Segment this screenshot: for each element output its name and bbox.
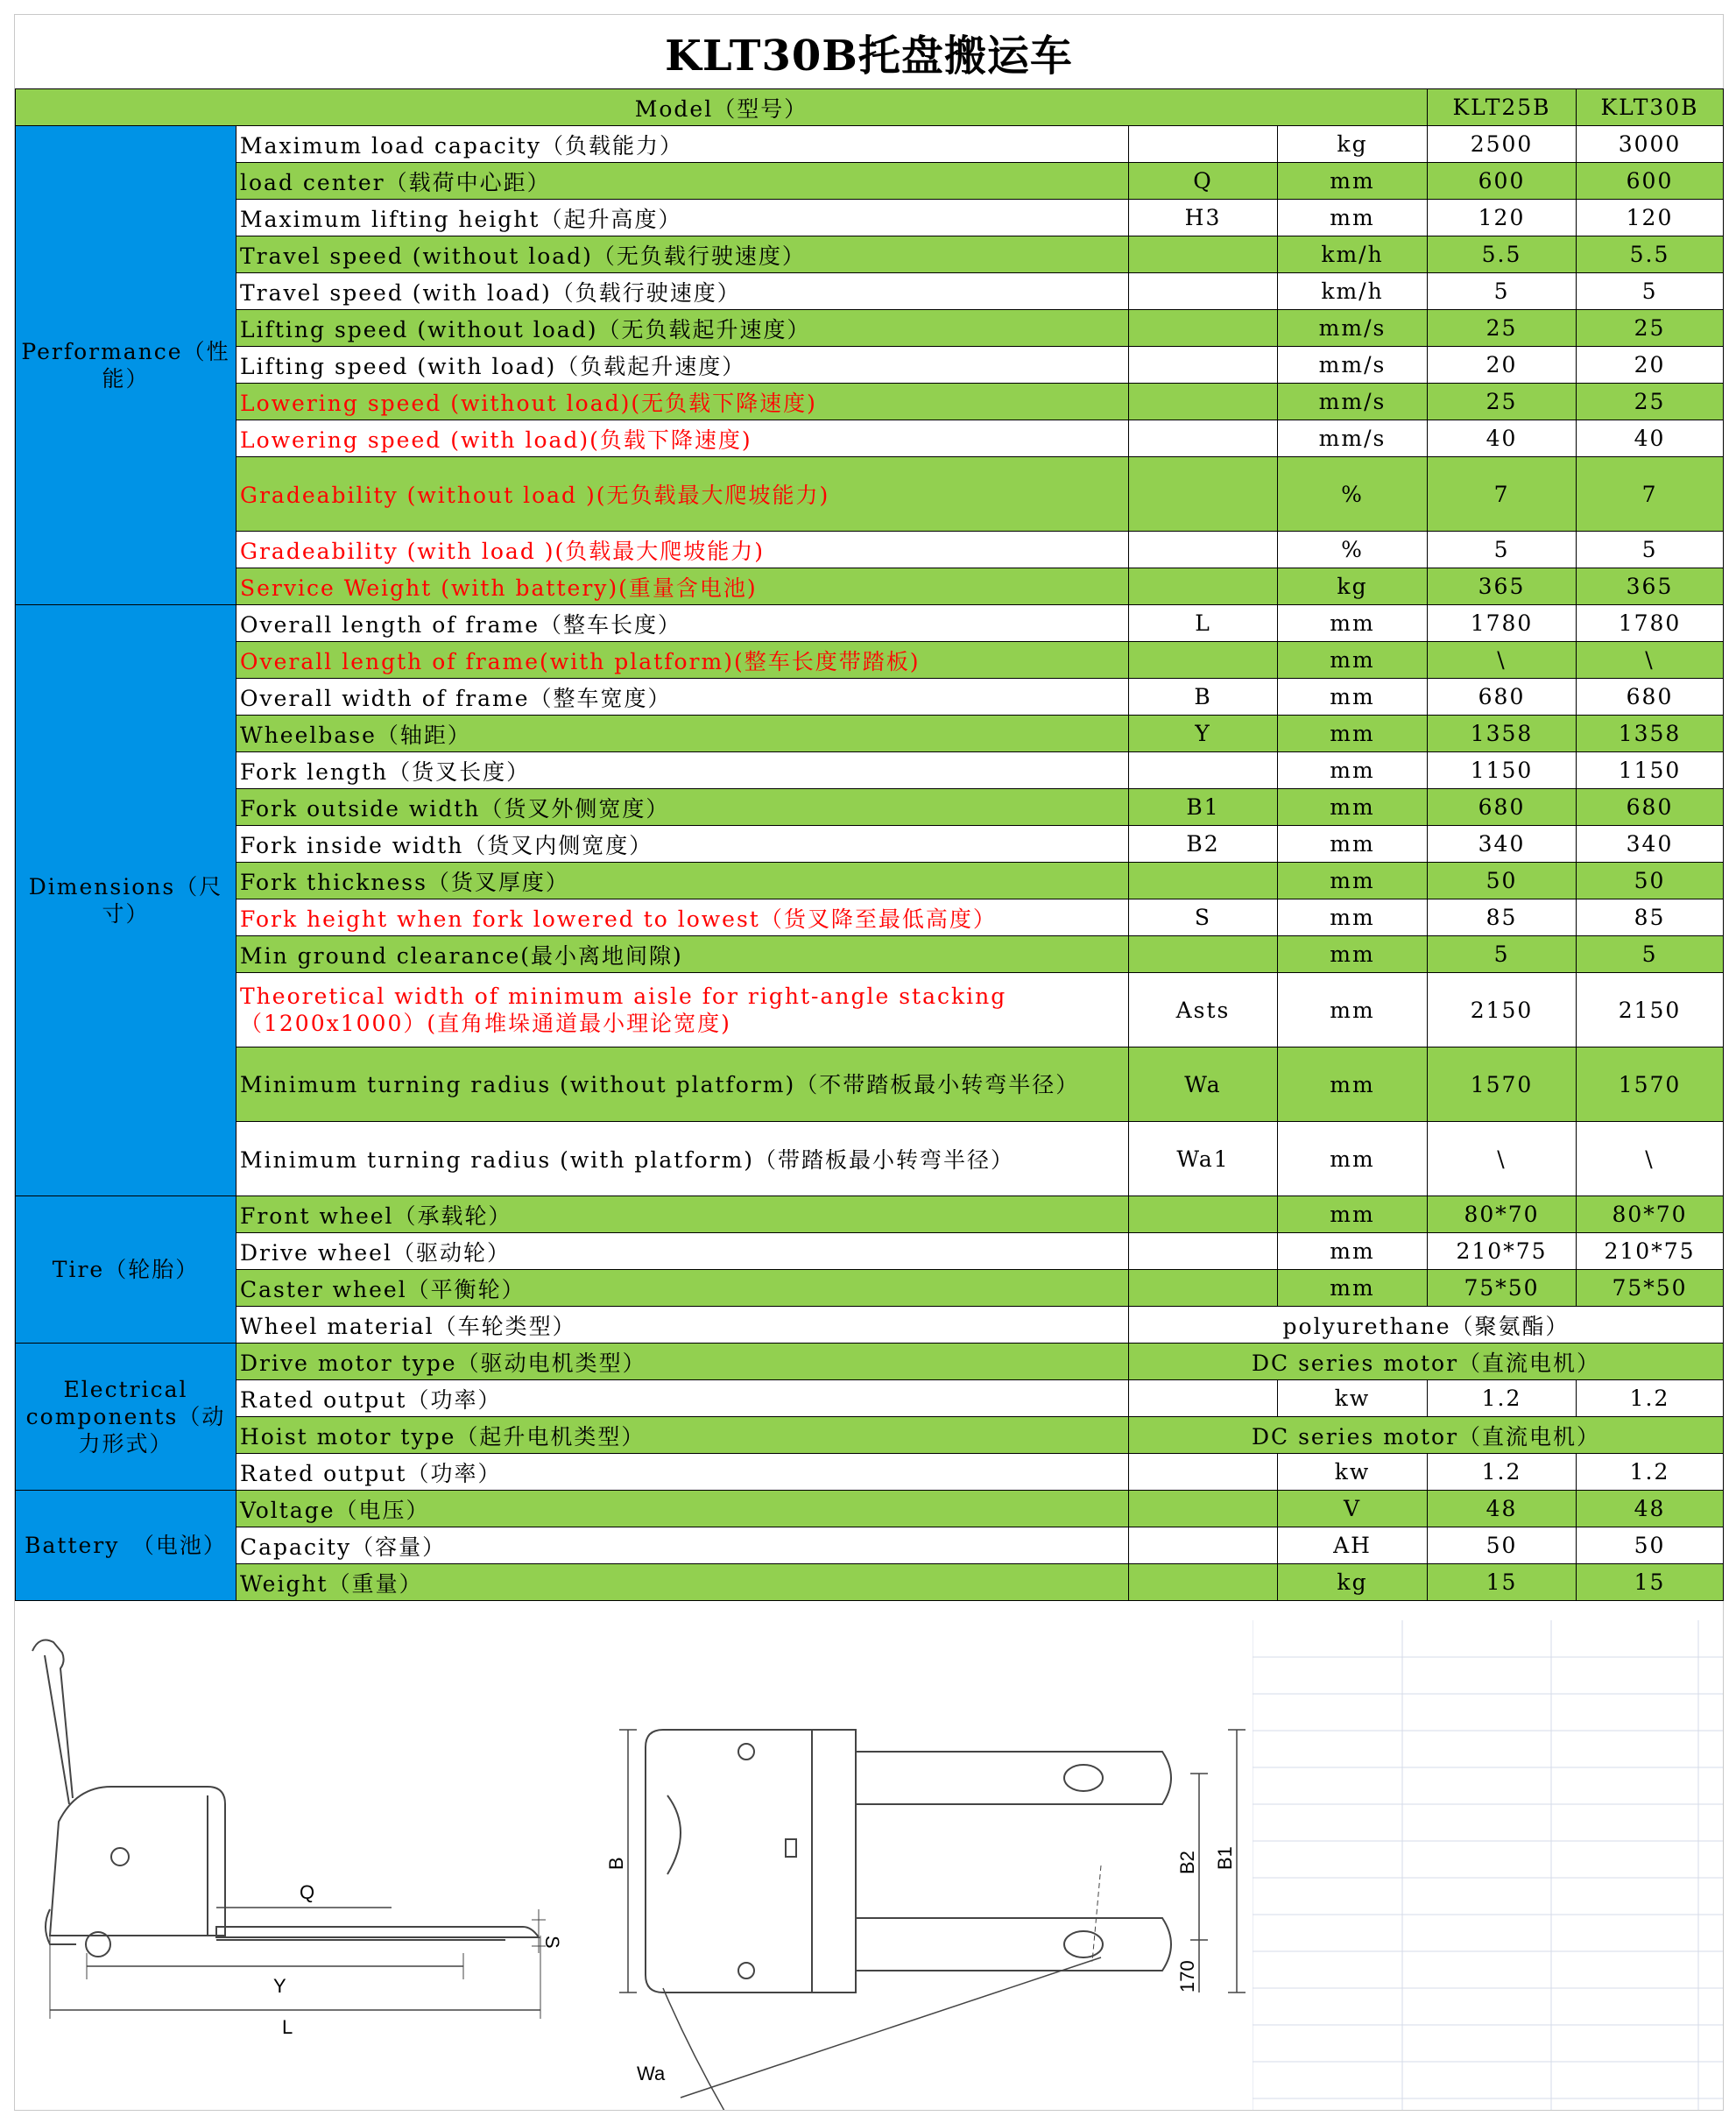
- value-klt30b: 7: [1577, 457, 1724, 532]
- value-klt25b: \: [1428, 642, 1577, 679]
- param-unit: mm: [1278, 716, 1428, 752]
- value-klt30b: 600: [1577, 163, 1724, 200]
- param-unit: mm/s: [1278, 420, 1428, 457]
- value-klt30b: 1.2: [1577, 1380, 1724, 1417]
- table-row: [16, 642, 1724, 679]
- value-klt30b: 25: [1577, 384, 1724, 420]
- param-name: Fork length（货叉长度）: [236, 752, 1129, 789]
- model-col-klt25b: KLT25B: [1428, 89, 1577, 126]
- value-klt25b: 75*50: [1428, 1270, 1577, 1307]
- table-row: [16, 936, 1724, 973]
- param-unit: mm: [1278, 1122, 1428, 1196]
- value-klt30b: 48: [1577, 1491, 1724, 1527]
- value-klt30b: 5: [1577, 936, 1724, 973]
- param-unit: mm: [1278, 789, 1428, 826]
- table-row: [16, 973, 1724, 1047]
- param-name: Overall width of frame（整车宽度）: [236, 679, 1129, 716]
- param-symbol: [1129, 863, 1278, 899]
- param-unit: mm/s: [1278, 310, 1428, 347]
- value-klt30b: 80*70: [1577, 1196, 1724, 1233]
- param-symbol: [1129, 642, 1278, 679]
- param-unit: mm: [1278, 936, 1428, 973]
- table-row: [16, 605, 1724, 642]
- param-name: Lifting speed (without load)（无负载起升速度）: [236, 310, 1129, 347]
- spec-sheet: [14, 14, 1724, 2111]
- table-row: [16, 1380, 1724, 1417]
- param-unit: mm/s: [1278, 347, 1428, 384]
- value-klt30b: 75*50: [1577, 1270, 1724, 1307]
- value-klt30b: 40: [1577, 420, 1724, 457]
- merged-value: DC series motor（直流电机）: [1129, 1417, 1724, 1454]
- param-name: Drive wheel（驱动轮）: [236, 1233, 1129, 1270]
- param-symbol: Asts: [1129, 973, 1278, 1047]
- param-symbol: [1129, 236, 1278, 273]
- page-title: KLT30B托盘搬运车: [665, 31, 1073, 81]
- param-symbol: [1129, 532, 1278, 568]
- param-name: Gradeability (with load )(负载最大爬坡能力): [236, 532, 1129, 568]
- param-unit: km/h: [1278, 236, 1428, 273]
- param-symbol: [1129, 384, 1278, 420]
- param-symbol: H3: [1129, 200, 1278, 236]
- value-klt25b: 85: [1428, 899, 1577, 936]
- param-symbol: [1129, 1196, 1278, 1233]
- section-performance: Performance（性能）: [16, 126, 236, 605]
- param-unit: mm: [1278, 1233, 1428, 1270]
- value-klt30b: 50: [1577, 1527, 1724, 1564]
- param-symbol: L: [1129, 605, 1278, 642]
- table-row: [16, 1196, 1724, 1233]
- table-row: [16, 752, 1724, 789]
- param-unit: kw: [1278, 1454, 1428, 1491]
- param-symbol: [1129, 126, 1278, 163]
- param-unit: mm/s: [1278, 384, 1428, 420]
- param-symbol: [1129, 752, 1278, 789]
- param-name: Minimum turning radius (without platform)（不带踏板最小转弯半径）: [236, 1047, 1129, 1122]
- table-row: [16, 200, 1724, 236]
- value-klt25b: 340: [1428, 826, 1577, 863]
- param-symbol: [1129, 1527, 1278, 1564]
- value-klt25b: 40: [1428, 420, 1577, 457]
- table-row: [16, 457, 1724, 532]
- value-klt25b: 15: [1428, 1564, 1577, 1601]
- value-klt30b: 365: [1577, 568, 1724, 605]
- value-klt30b: 1570: [1577, 1047, 1724, 1122]
- param-name: Fork height when fork lowered to lowest（货叉降至最低高度）: [236, 899, 1129, 936]
- param-unit: mm: [1278, 1196, 1428, 1233]
- table-row: [16, 347, 1724, 384]
- param-symbol: [1129, 1564, 1278, 1601]
- param-symbol: [1129, 273, 1278, 310]
- table-row: [16, 310, 1724, 347]
- param-unit: mm: [1278, 163, 1428, 200]
- param-unit: mm: [1278, 752, 1428, 789]
- model-header: Model（型号）: [16, 89, 1428, 126]
- value-klt30b: 1.2: [1577, 1454, 1724, 1491]
- value-klt30b: 340: [1577, 826, 1724, 863]
- value-klt30b: 1358: [1577, 716, 1724, 752]
- table-row: [16, 1564, 1724, 1601]
- param-symbol: [1129, 310, 1278, 347]
- table-row: [16, 1047, 1724, 1122]
- param-name: Fork outside width（货叉外侧宽度）: [236, 789, 1129, 826]
- param-name: Theoretical width of minimum aisle for right-angle stacking（1200x1000）(直角堆垛通道最小理论宽度): [236, 973, 1129, 1047]
- table-row: [16, 420, 1724, 457]
- param-name: Overall length of frame（整车长度）: [236, 605, 1129, 642]
- dim-label-y: Y: [273, 1975, 286, 1997]
- value-klt30b: 5.5: [1577, 236, 1724, 273]
- value-klt30b: 25: [1577, 310, 1724, 347]
- value-klt30b: 680: [1577, 679, 1724, 716]
- value-klt25b: 5: [1428, 532, 1577, 568]
- param-name: Overall length of frame(with platform)(整车长度带踏板): [236, 642, 1129, 679]
- param-name: Caster wheel（平衡轮）: [236, 1270, 1129, 1307]
- param-symbol: [1129, 347, 1278, 384]
- value-klt25b: 5: [1428, 273, 1577, 310]
- value-klt25b: 1.2: [1428, 1454, 1577, 1491]
- param-unit: mm: [1278, 1270, 1428, 1307]
- param-symbol: B1: [1129, 789, 1278, 826]
- table-row: [16, 1270, 1724, 1307]
- value-klt30b: \: [1577, 642, 1724, 679]
- value-klt25b: 680: [1428, 789, 1577, 826]
- table-row: [16, 1344, 1724, 1380]
- dim-label-s: S: [541, 1936, 563, 1949]
- param-symbol: [1129, 936, 1278, 973]
- table-row: [16, 1527, 1724, 1564]
- value-klt25b: 1780: [1428, 605, 1577, 642]
- value-klt25b: 1358: [1428, 716, 1577, 752]
- value-klt25b: 50: [1428, 1527, 1577, 1564]
- section-tire: Tire（轮胎）: [16, 1196, 236, 1344]
- table-row: [16, 826, 1724, 863]
- value-klt30b: 1150: [1577, 752, 1724, 789]
- param-unit: mm: [1278, 200, 1428, 236]
- param-symbol: Wa: [1129, 1047, 1278, 1122]
- param-unit: mm: [1278, 863, 1428, 899]
- spec-table: [15, 88, 1724, 1601]
- dim-label-wa: Wa: [637, 2063, 666, 2084]
- param-name: Voltage（电压）: [236, 1491, 1129, 1527]
- param-unit: %: [1278, 457, 1428, 532]
- param-name: Wheel material（车轮类型）: [236, 1307, 1129, 1344]
- dim-label-q: Q: [300, 1881, 315, 1903]
- value-klt25b: 5: [1428, 936, 1577, 973]
- param-symbol: [1129, 1233, 1278, 1270]
- value-klt25b: 5.5: [1428, 236, 1577, 273]
- table-row: [16, 1233, 1724, 1270]
- table-row: [16, 1307, 1724, 1344]
- param-unit: mm: [1278, 679, 1428, 716]
- table-row: [16, 863, 1724, 899]
- value-klt25b: 2150: [1428, 973, 1577, 1047]
- param-name: Travel speed (without load)（无负载行驶速度）: [236, 236, 1129, 273]
- dim-label-170: 170: [1176, 1960, 1198, 1993]
- merged-value: polyurethane（聚氨酯）: [1129, 1307, 1724, 1344]
- param-unit: km/h: [1278, 273, 1428, 310]
- value-klt30b: 2150: [1577, 973, 1724, 1047]
- dim-label-b: B: [605, 1857, 627, 1870]
- value-klt25b: 50: [1428, 863, 1577, 899]
- value-klt25b: 365: [1428, 568, 1577, 605]
- table-row: [16, 568, 1724, 605]
- param-symbol: [1129, 1270, 1278, 1307]
- table-row: [16, 384, 1724, 420]
- value-klt30b: 50: [1577, 863, 1724, 899]
- table-row: [16, 273, 1724, 310]
- table-row: [16, 789, 1724, 826]
- param-unit: AH: [1278, 1527, 1428, 1564]
- table-row: [16, 1491, 1724, 1527]
- value-klt25b: 80*70: [1428, 1196, 1577, 1233]
- value-klt25b: 48: [1428, 1491, 1577, 1527]
- param-unit: mm: [1278, 1047, 1428, 1122]
- param-symbol: S: [1129, 899, 1278, 936]
- value-klt25b: 1.2: [1428, 1380, 1577, 1417]
- param-name: load center（载荷中心距）: [236, 163, 1129, 200]
- param-name: Gradeability (without load )(无负载最大爬坡能力): [236, 457, 1129, 532]
- value-klt30b: 85: [1577, 899, 1724, 936]
- param-symbol: B: [1129, 679, 1278, 716]
- param-name: Lowering speed (with load)(负载下降速度): [236, 420, 1129, 457]
- param-symbol: Y: [1129, 716, 1278, 752]
- value-klt25b: 25: [1428, 310, 1577, 347]
- param-symbol: [1129, 1454, 1278, 1491]
- value-klt30b: 15: [1577, 1564, 1724, 1601]
- param-name: Maximum lifting height（起升高度）: [236, 200, 1129, 236]
- param-symbol: [1129, 1380, 1278, 1417]
- table-row: [16, 1417, 1724, 1454]
- param-unit: mm: [1278, 973, 1428, 1047]
- pallet-truck-drawing: [15, 1620, 1723, 2110]
- param-unit: V: [1278, 1491, 1428, 1527]
- param-name: Wheelbase（轴距）: [236, 716, 1129, 752]
- param-symbol: B2: [1129, 826, 1278, 863]
- value-klt30b: 210*75: [1577, 1233, 1724, 1270]
- param-symbol: [1129, 568, 1278, 605]
- dim-label-b2: B2: [1176, 1851, 1198, 1874]
- table-row: [16, 163, 1724, 200]
- param-symbol: [1129, 420, 1278, 457]
- table-row: [16, 126, 1724, 163]
- param-unit: kg: [1278, 126, 1428, 163]
- param-unit: mm: [1278, 899, 1428, 936]
- value-klt25b: 25: [1428, 384, 1577, 420]
- param-name: Service Weight (with battery)(重量含电池): [236, 568, 1129, 605]
- value-klt25b: 7: [1428, 457, 1577, 532]
- param-unit: kg: [1278, 1564, 1428, 1601]
- param-name: Min ground clearance(最小离地间隙): [236, 936, 1129, 973]
- table-row: [16, 716, 1724, 752]
- value-klt25b: \: [1428, 1122, 1577, 1196]
- table-row: [16, 679, 1724, 716]
- section-battery: Battery （电池）: [16, 1491, 236, 1601]
- param-symbol: Wa1: [1129, 1122, 1278, 1196]
- param-name: Weight（重量）: [236, 1564, 1129, 1601]
- param-name: Front wheel（承载轮）: [236, 1196, 1129, 1233]
- param-name: Lifting speed (with load)（负载起升速度）: [236, 347, 1129, 384]
- param-unit: mm: [1278, 605, 1428, 642]
- value-klt25b: 680: [1428, 679, 1577, 716]
- table-row: [16, 899, 1724, 936]
- table-row: [16, 1122, 1724, 1196]
- param-name: Lowering speed (without load)(无负载下降速度): [236, 384, 1129, 420]
- value-klt30b: 3000: [1577, 126, 1724, 163]
- param-symbol: [1129, 457, 1278, 532]
- param-unit: mm: [1278, 642, 1428, 679]
- value-klt25b: 210*75: [1428, 1233, 1577, 1270]
- param-unit: mm: [1278, 826, 1428, 863]
- param-name: Fork inside width（货叉内侧宽度）: [236, 826, 1129, 863]
- param-name: Fork thickness（货叉厚度）: [236, 863, 1129, 899]
- dim-label-l: L: [282, 2016, 293, 2038]
- dim-label-b1: B1: [1214, 1846, 1236, 1870]
- merged-value: DC series motor（直流电机）: [1129, 1344, 1724, 1380]
- table-row: [16, 236, 1724, 273]
- value-klt25b: 120: [1428, 200, 1577, 236]
- table-row: [16, 1454, 1724, 1491]
- value-klt30b: 1780: [1577, 605, 1724, 642]
- section-electrical: Electrical components（动力形式）: [16, 1344, 236, 1491]
- param-name: Rated output（功率）: [236, 1454, 1129, 1491]
- param-name: Minimum turning radius (with platform)（带踏板最小转弯半径）: [236, 1122, 1129, 1196]
- section-dimensions: Dimensions（尺寸）: [16, 605, 236, 1196]
- model-col-klt30b: KLT30B: [1577, 89, 1724, 126]
- value-klt30b: 5: [1577, 532, 1724, 568]
- param-name: Capacity（容量）: [236, 1527, 1129, 1564]
- param-name: Maximum load capacity（负载能力）: [236, 126, 1129, 163]
- param-name: Rated output（功率）: [236, 1380, 1129, 1417]
- value-klt25b: 1570: [1428, 1047, 1577, 1122]
- value-klt25b: 2500: [1428, 126, 1577, 163]
- value-klt30b: \: [1577, 1122, 1724, 1196]
- param-unit: kg: [1278, 568, 1428, 605]
- param-name: Travel speed (with load)（负载行驶速度）: [236, 273, 1129, 310]
- param-symbol: [1129, 1491, 1278, 1527]
- value-klt30b: 5: [1577, 273, 1724, 310]
- value-klt30b: 680: [1577, 789, 1724, 826]
- param-symbol: Q: [1129, 163, 1278, 200]
- value-klt30b: 20: [1577, 347, 1724, 384]
- value-klt25b: 1150: [1428, 752, 1577, 789]
- param-name: Hoist motor type（起升电机类型）: [236, 1417, 1129, 1454]
- value-klt25b: 20: [1428, 347, 1577, 384]
- value-klt30b: 120: [1577, 200, 1724, 236]
- table-header-row: [16, 89, 1724, 126]
- table-row: [16, 532, 1724, 568]
- value-klt25b: 600: [1428, 163, 1577, 200]
- param-unit: %: [1278, 532, 1428, 568]
- param-name: Drive motor type（驱动电机类型）: [236, 1344, 1129, 1380]
- param-unit: kw: [1278, 1380, 1428, 1417]
